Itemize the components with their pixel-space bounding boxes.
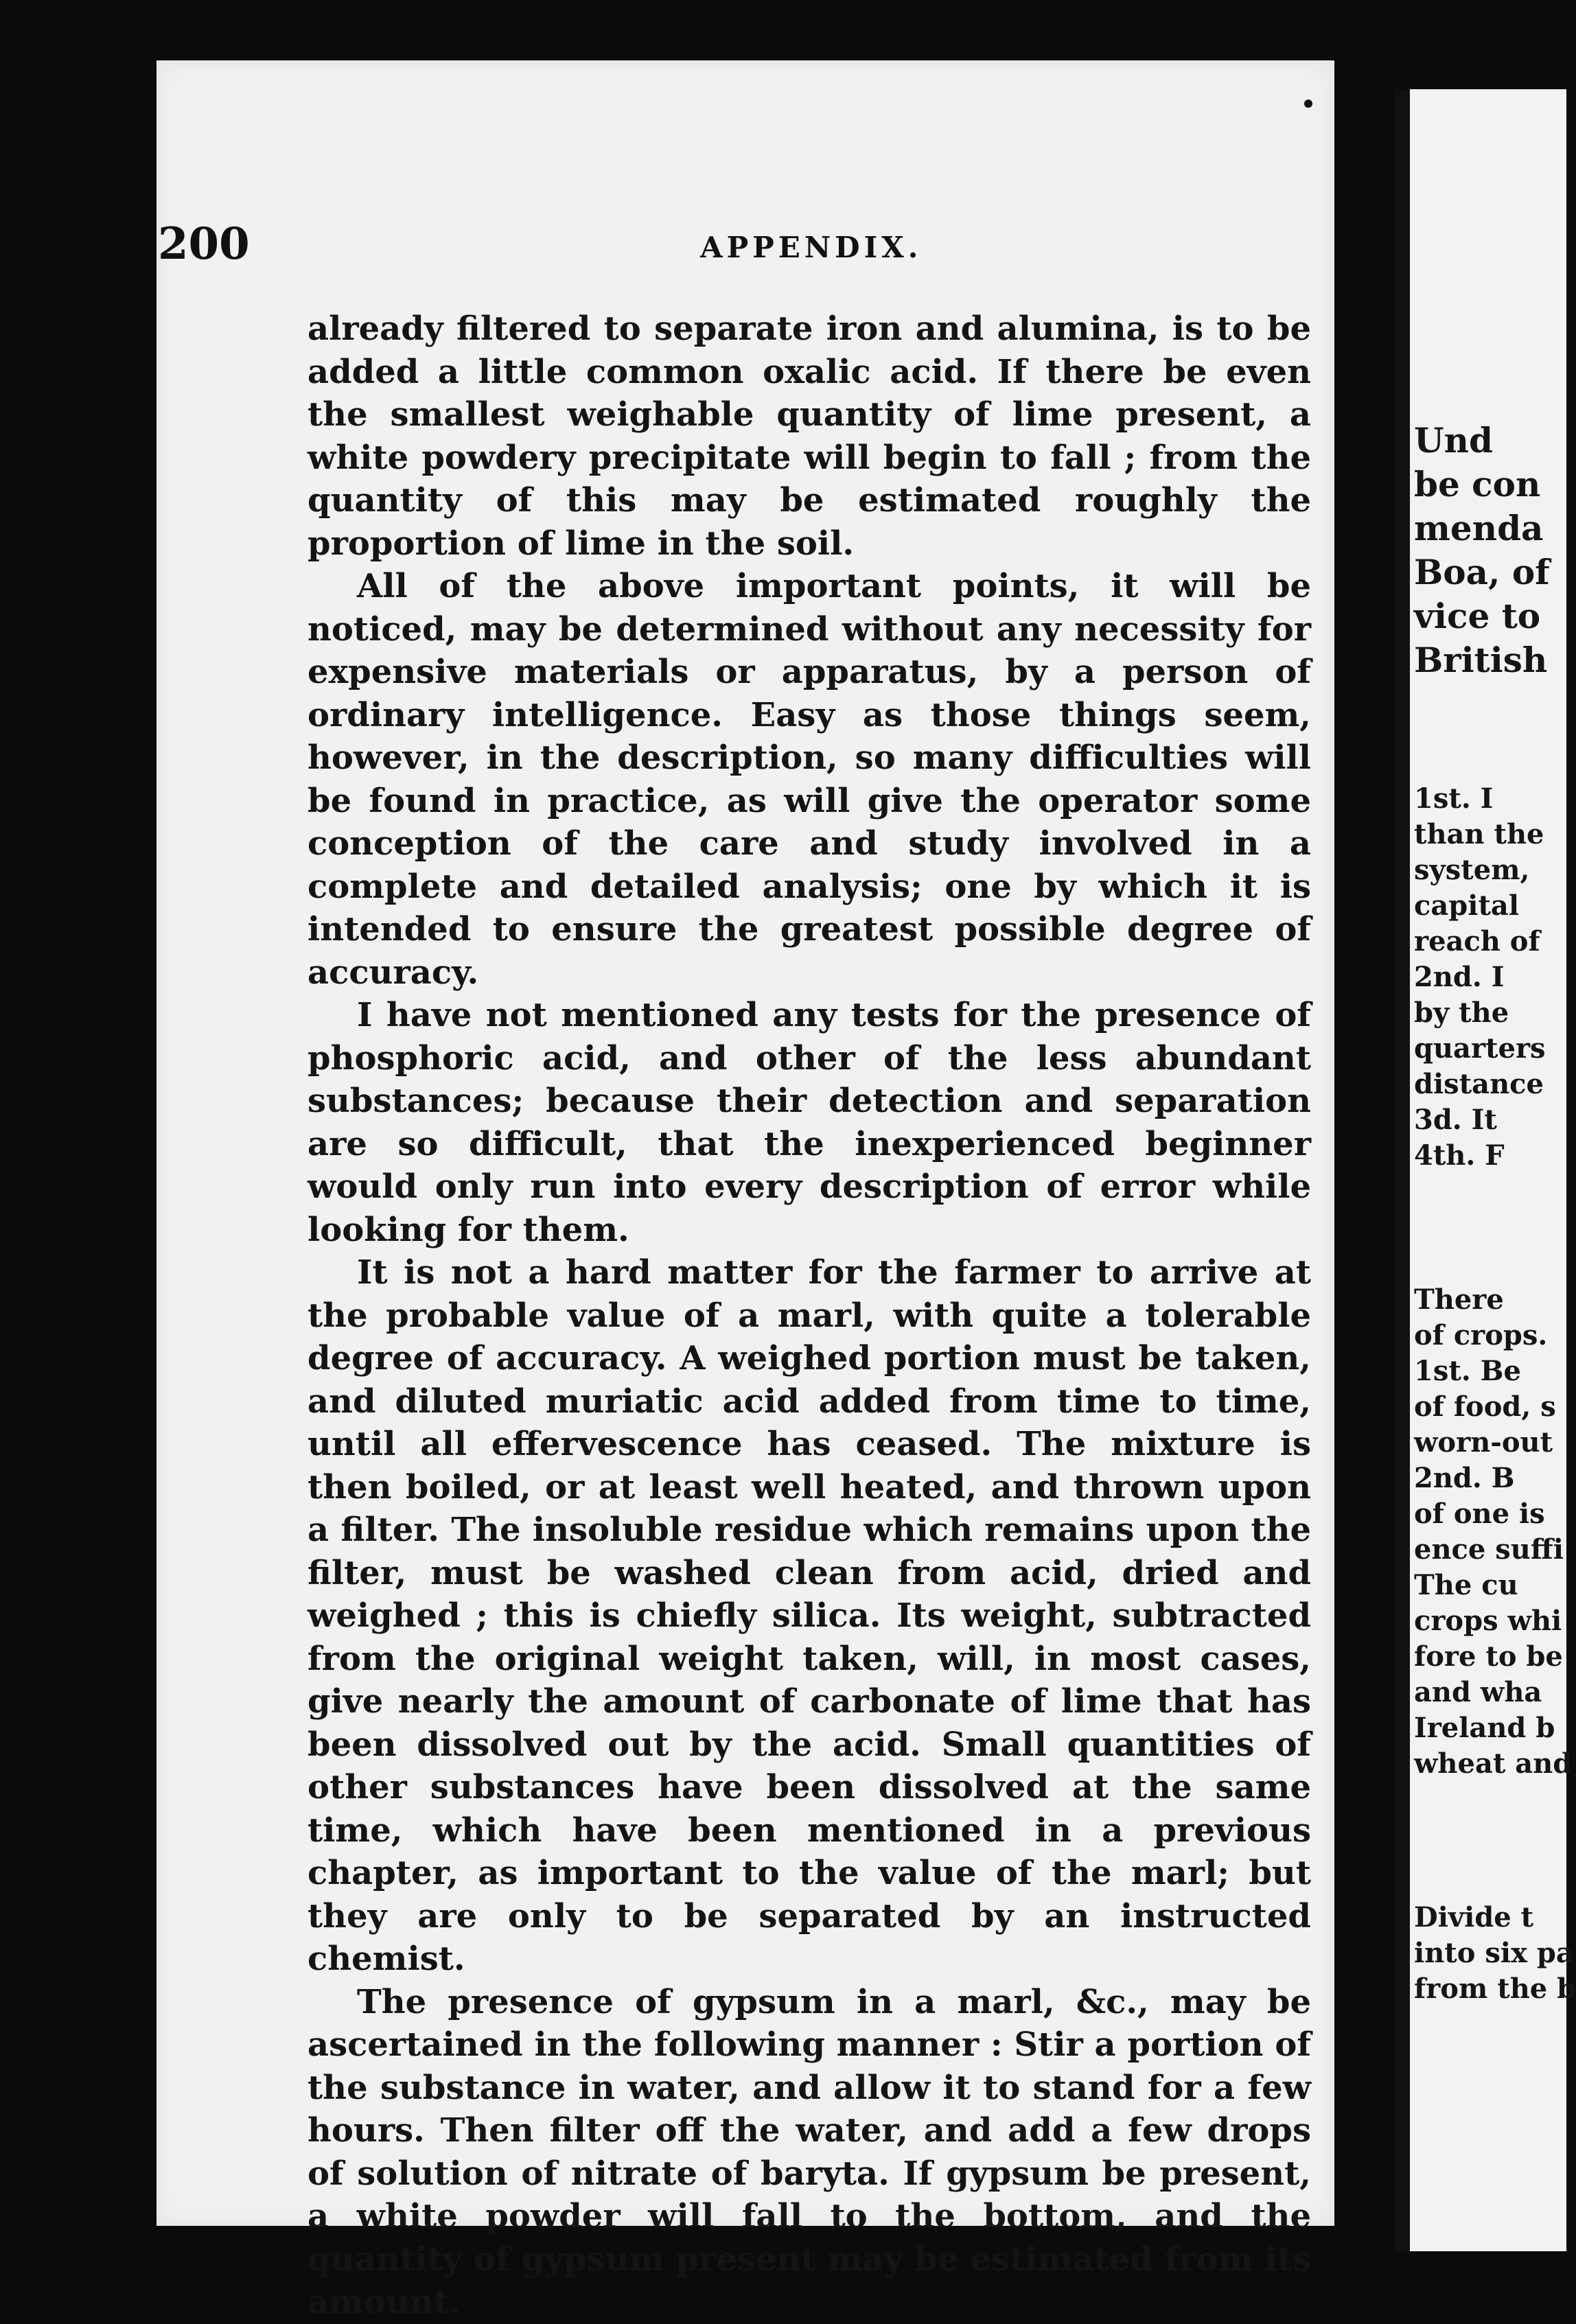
facing-line: ence suffi (1414, 1533, 1564, 1566)
facing-line: be con (1414, 464, 1541, 504)
facing-line: British (1414, 640, 1548, 680)
facing-line: by the (1414, 997, 1509, 1029)
facing-line: menda (1414, 508, 1544, 548)
facing-line: crops whi (1414, 1605, 1562, 1637)
facing-line: of one is (1414, 1498, 1545, 1530)
paragraph-3: I have not mentioned any tests for the presence of phosphoric acid, and other of the less abundant substances; because their detection and separation are so difficult, that the inexperienced beginner would only run into every description of error while looking for them. (308, 996, 1311, 1249)
facing-line: There (1414, 1283, 1504, 1316)
body-text (308, 307, 1311, 2324)
facing-line: The cu (1414, 1569, 1518, 1601)
facing-line: Boa, of (1414, 552, 1550, 592)
facing-line: and wha (1414, 1676, 1542, 1708)
paragraph-1: already filtered to separate iron and alumina, is to be added a little common oxalic acid. If there be even the smallest weighable quantity of lime present, a white powdery precipitate will begin to fall ; from the quantity of this may be estimated roughly the proportion of lime in the soil. (308, 310, 1311, 563)
paragraph-5: The presence of gypsum in a marl, &c., may be ascertained in the following manner : Stir a portion of the substance in water, and allow it to stand for a few hours. Then filter off the water, and add a few drops of solution of nitrate of baryta. If gypsum be present, a white powder will fall to the bottom, and the quantity of gypsum present may be estimated from its amount. (308, 1982, 1311, 2321)
facing-line: vice to (1414, 596, 1541, 636)
facing-line: 3d. It (1414, 1104, 1497, 1136)
facing-line: reach of (1414, 925, 1540, 957)
facing-line: 1st. Be (1414, 1355, 1521, 1387)
ink-speck (1304, 100, 1312, 108)
facing-line: distance (1414, 1068, 1544, 1100)
facing-line: of food, s (1414, 1391, 1556, 1423)
paragraph-2: All of the above important points, it will be noticed, may be determined without any necessity for expensive materials or apparatus, by a person of ordinary intelligence. Easy as those things seem, however, in the description, so many difficulties will be found in practice, as will give the operator some conception of the care and study involved in a complete and detailed analysis; one by which it is intended to ensure the greatest possible degree of accuracy. (308, 567, 1311, 992)
facing-line: capital (1414, 890, 1520, 922)
facing-line: than the (1414, 818, 1544, 850)
facing-line: Ireland b (1414, 1712, 1555, 1744)
facing-line: fore to be (1414, 1640, 1563, 1673)
running-head: APPENDIX. (700, 231, 923, 264)
facing-line: 2nd. B (1414, 1462, 1515, 1494)
page-number: 200 (158, 218, 250, 270)
facing-line: Divide t (1414, 1901, 1534, 1933)
page-header (158, 218, 1311, 280)
facing-line: wheat and (1414, 1747, 1573, 1780)
facing-line: Und (1414, 420, 1493, 461)
paragraph-4: It is not a hard matter for the farmer to arrive at the probable value of a marl, with quite a tolerable degree of accuracy. A weighed portion must be taken, and diluted muriatic acid added from time to time, until all effervescence has ceased. The mixture is then boiled, or at least well heated, and thrown upon a filter. The insoluble residue which remains upon the filter, must be washed clean from acid, dried and weighed ; this is chiefly silica. Its weight, subtracted from the original weight taken, will, in most cases, give nearly the amount of carbonate of lime that has been dissolved out by the acid. Small quantities of other substances have been dissolved at the same time, which have been mentioned in a previous chapter, as important to the value of the marl; but they are only to be separated by an instructed chemist. (308, 1253, 1311, 1978)
facing-line: from the b (1414, 1973, 1576, 2005)
facing-line: 2nd. I (1414, 961, 1505, 993)
facing-line: system, (1414, 854, 1530, 886)
facing-line: of crops. (1414, 1319, 1548, 1351)
facing-line: into six pa (1414, 1937, 1574, 1969)
facing-line: 1st. I (1414, 782, 1494, 815)
facing-line: worn-out (1414, 1426, 1553, 1459)
facing-line: 4th. F (1414, 1139, 1505, 1172)
facing-line: quarters (1414, 1032, 1546, 1065)
